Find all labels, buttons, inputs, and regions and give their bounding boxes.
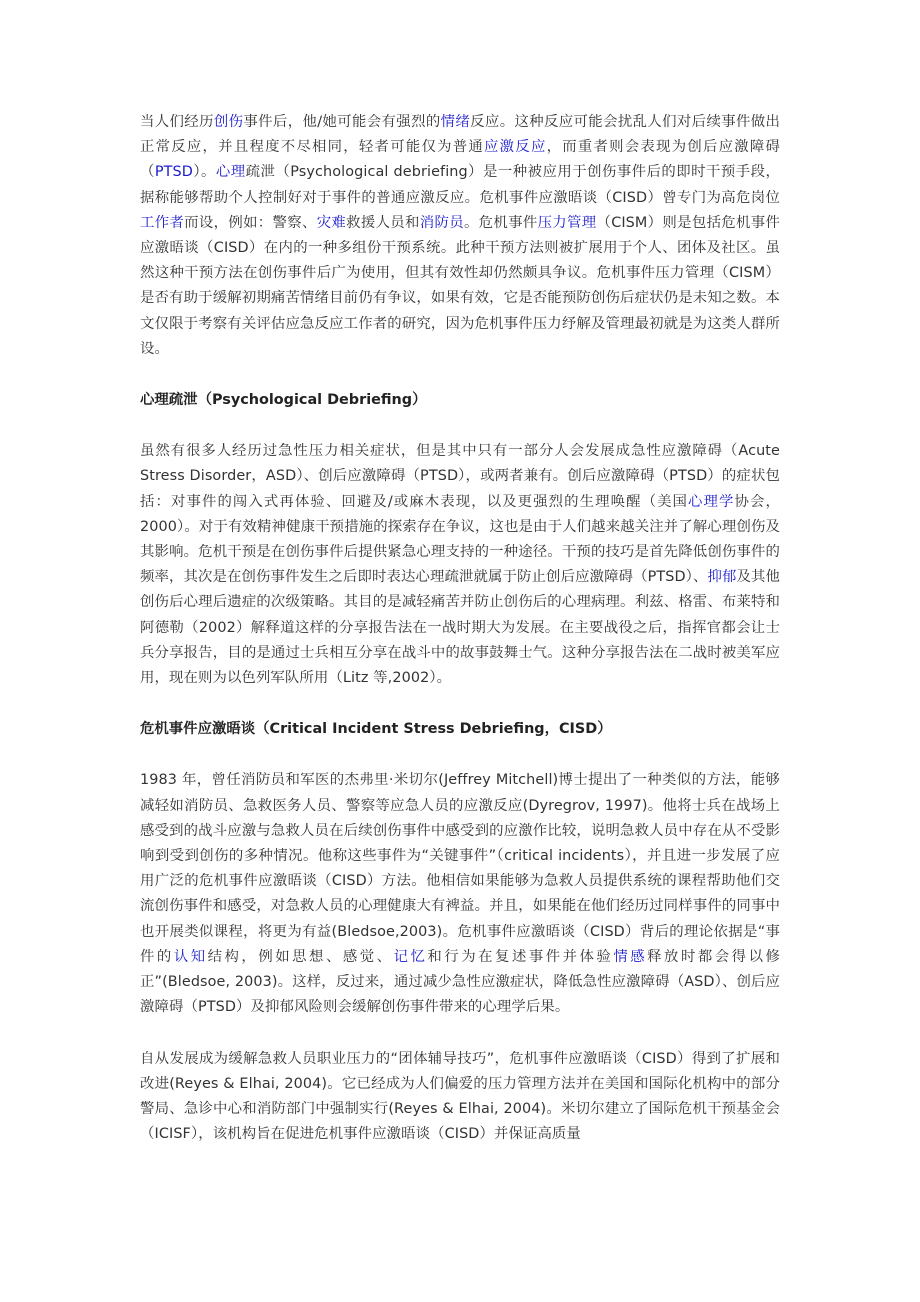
paragraph <box>140 768 780 1020</box>
text-run: 而设，例如：警察、 <box>184 214 317 231</box>
text-run: 心理疏泄（Psychological Debriefing） <box>140 392 427 409</box>
inline-link[interactable]: 记忆 <box>393 948 428 965</box>
inline-link[interactable]: 创伤 <box>213 114 244 130</box>
inline-link[interactable]: 消防员 <box>419 214 464 231</box>
inline-link[interactable]: 情感 <box>613 948 648 965</box>
paragraph <box>140 110 780 362</box>
inline-link[interactable]: 压力管理 <box>537 214 597 231</box>
inline-link[interactable]: 灾难 <box>316 214 347 231</box>
paragraph <box>140 1047 780 1148</box>
text-run: 虽然有很多人经历过急性压力相关症状，但是其中只有一部分人会发展成急性应激障碍（Acute Stress Disorder，ASD）、创后应激障碍（PTSD），或两者兼有。创后应激障碍（PTSD）的症状包括：对事件的闯入式再体验、回避及/或麻木表现，以及更强烈的生理唤醒（美国 <box>140 443 780 510</box>
text-run: 救援人员和 <box>346 214 420 231</box>
inline-link[interactable]: 认知 <box>173 948 208 965</box>
text-run: 疏泄（Psychological debriefing）是一种被应用于创伤事件后的即时干预手段，据称能够帮助个人控制好对于事件的普通应激反应。危机事件应激晤谈（CISD）曾专门为高危岗位 <box>140 164 780 206</box>
text-run: 结构，例如思想、感觉、 <box>207 948 394 965</box>
text-run: ）。 <box>192 164 216 181</box>
inline-link[interactable]: 心理学 <box>688 493 735 510</box>
text-run: ，而重者则会表现为创后应激障碍（ <box>140 139 781 181</box>
section-heading <box>140 717 780 742</box>
text-run: 事件后，他/她可能会有强烈的 <box>243 114 441 130</box>
text-run: 1983 年，曾任消防员和军医的杰弗里·米切尔(Jeffrey Mitchell)博士提出了一种类似的方法，能够减轻如消防员、急救医务人员、警察等应急人员的应激反应(Dyregrov, 1997)。他将士兵在战场上感受到的战斗应激与急救人员在后续创伤事件中感受到的应激作比较，说明急救人员中存在从不受影响到受到创伤的多种情况。他称这些事件为“关键事件”（critical incidents），并且进一步发展了应用广泛的危机事件应激晤谈（CISD）方法。他相信如果能够为急救人员提供系统的课程帮助他们交流创伤事件和感受，对急救人员的心理健康大有裨益。并且，如果能在他们经历过同样事件的同事中也开展类似课程，将更为有益(Bledsoe,2003)。危机事件应激晤谈（CISD）背后的理论依据是“事件的 <box>140 772 780 965</box>
inline-link[interactable]: 抑郁 <box>707 569 737 586</box>
text-run: 和行为在复述事件并体验 <box>427 948 614 965</box>
inline-link[interactable]: 工作者 <box>140 214 185 231</box>
section-heading <box>140 388 780 413</box>
document-body <box>140 110 780 1173</box>
text-run: 。危机事件 <box>463 214 538 231</box>
text-run: 危机事件应激晤谈（Critical Incident Stress Debriefing，CISD） <box>140 721 612 738</box>
inline-link[interactable]: PTSD <box>154 164 193 181</box>
text-run: 及其他创伤后心理后遗症的次级策略。其目的是减轻痛苦并防止创伤后的心理病理。利兹、格雷、布莱特和阿德勒（2002）解释道这样的分享报告法在一战时期大为发展。在主要战役之后，指挥官都会让士兵分享报告，目的是通过士兵相互分享在战斗中的故事鼓舞士气。这种分享报告法在二战时被美军应用，现在则为以色列军队所用（Litz 等,2002）。 <box>140 569 780 687</box>
paragraph <box>140 439 780 691</box>
inline-link[interactable]: 心理 <box>215 164 246 181</box>
text-run: 反应。这种反应可能会扰乱人们对后续事件做出正常反应，并且程度不尽相同，轻者可能仅为普通 <box>140 114 781 156</box>
text-run: 自从发展成为缓解急救人员职业压力的“团体辅导技巧”，危机事件应激晤谈（CISD）得到了扩展和改进(Reyes & Elhai, 2004)。它已经成为人们偏爱的压力管理方法并在美国和国际化机构中的部分警局、急诊中心和消防部门中强制实行(Reyes & Elhai, 2004)。米切尔建立了国际危机干预基金会（ICISF），该机构旨在促进危机事件应激晤谈（CISD）并保证高质量 <box>140 1050 780 1143</box>
text-run: 当人们经历 <box>140 114 214 130</box>
text-run: （CISM）则是包括危机事件应激晤谈（CISD）在内的一种多组份干预系统。此种干预方法则被扩展用于个人、团体及社区。虽然这种干预方法在创伤事件后广为使用，但其有效性却仍然颇具争议。危机事件压力管理（CISM）是否有助于缓解初期痛苦情绪目前仍有争议，如果有效，它是否能预防创伤后症状仍是未知之数。本文仅限于考察有关评估应急反应工作者的研究，因为危机事件压力纾解及管理最初就是为这类人群所设。 <box>140 214 780 357</box>
inline-link[interactable]: 情绪 <box>440 114 471 130</box>
text-run: 释放时都会得以修正”(Bledsoe, 2003)。这样，反过来，通过减少急性应激症状，降低急性应激障碍（ASD）、创后应激障碍（PTSD）及抑郁风险则会缓解创伤事件带来的心理学后果。 <box>140 948 780 1016</box>
inline-link[interactable]: 应激反应 <box>484 139 547 156</box>
text-run: 协会，2000）。对于有效精神健康干预措施的探索存在争议，这也是由于人们越来越关注并了解心理创伤及其影响。危机干预是在创伤事件后提供紧急心理支持的一种途径。干预的技巧是首先降低创伤事件的频率，其次是在创伤事件发生之后即时表达心理疏泄就属于防止创后应激障碍（PTSD）、 <box>140 493 780 586</box>
